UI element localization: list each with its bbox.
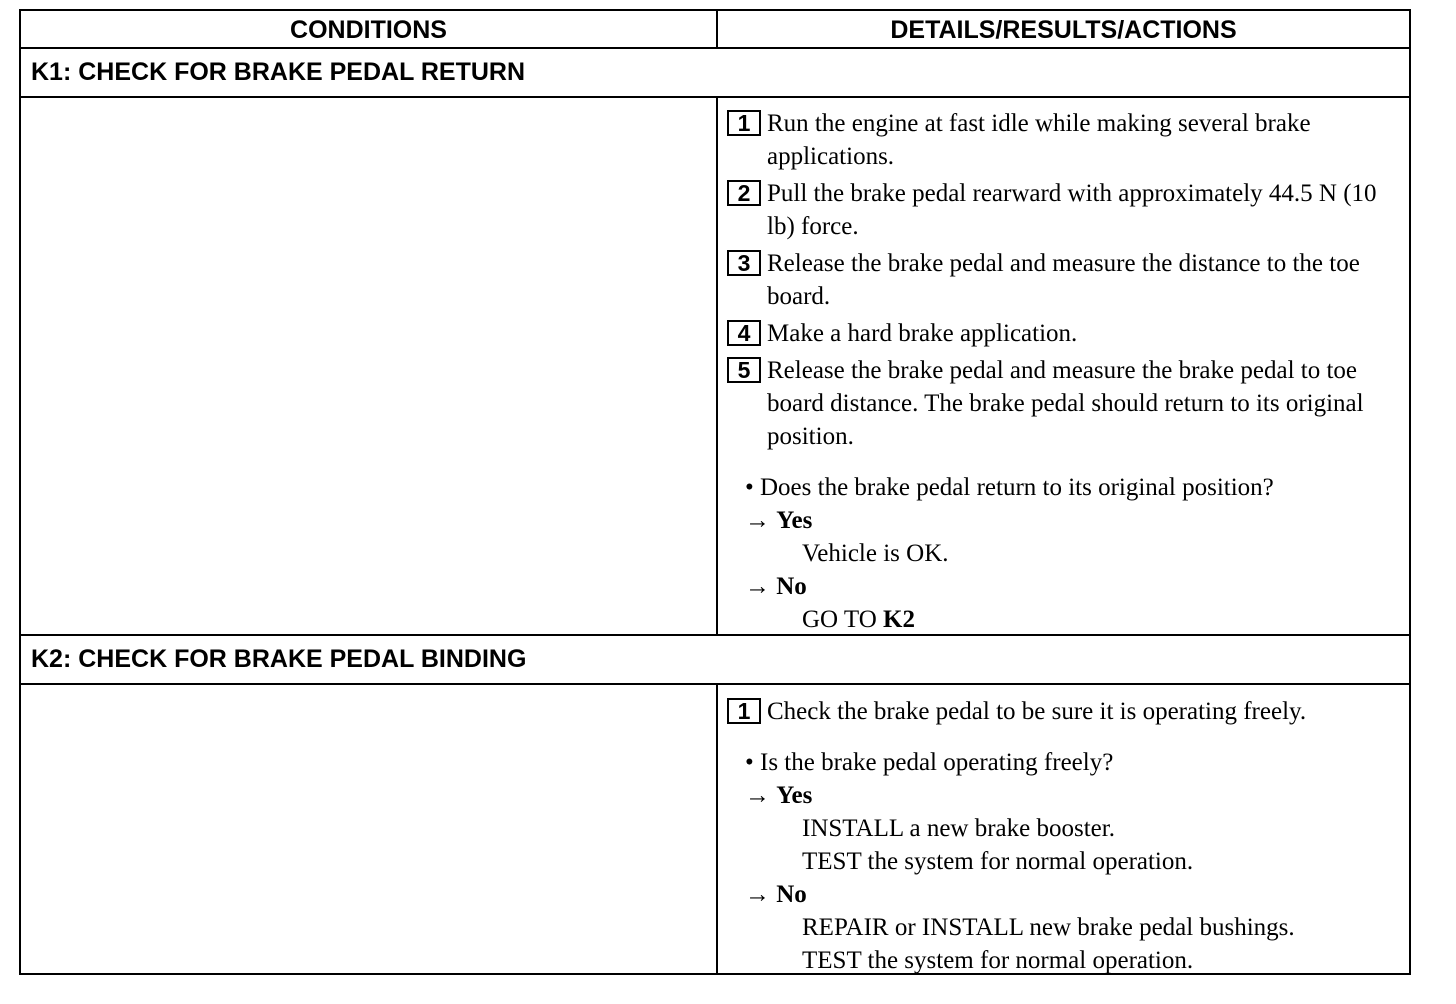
step-item bbox=[725, 247, 1409, 313]
column-divider bbox=[716, 685, 718, 973]
step-text: Pull the brake pedal rearward with approximately 44.5 N (10 lb) force. bbox=[767, 180, 1377, 240]
divider bbox=[21, 96, 1409, 98]
step-item bbox=[725, 354, 1409, 453]
no-label: No bbox=[776, 573, 807, 600]
no-result-line: TEST the system for normal operation. bbox=[802, 947, 1194, 974]
yes-result-line: INSTALL a new brake booster. bbox=[802, 815, 1115, 842]
step-item bbox=[725, 695, 1409, 728]
no-result bbox=[725, 603, 1409, 636]
step-item bbox=[725, 177, 1409, 243]
k1-details bbox=[725, 107, 1409, 636]
no-answer bbox=[725, 570, 1409, 603]
yes-label: Yes bbox=[776, 507, 813, 534]
question-text: • Does the brake pedal return to its original position? bbox=[745, 474, 1274, 501]
yes-result: Vehicle is OK. bbox=[802, 540, 949, 567]
yes-label: Yes bbox=[776, 782, 813, 809]
yes-answer bbox=[725, 779, 1409, 812]
k2-details bbox=[725, 695, 1409, 977]
goto-text: GO TO bbox=[802, 606, 877, 633]
section-title-k2: K2: CHECK FOR BRAKE PEDAL BINDING bbox=[31, 645, 527, 673]
question-text: • Is the brake pedal operating freely? bbox=[745, 749, 1114, 776]
arrow-icon: → bbox=[745, 782, 770, 809]
step-number: 3 bbox=[727, 250, 761, 276]
step-number: 1 bbox=[727, 698, 761, 724]
step-number: 5 bbox=[727, 357, 761, 383]
goto-target: K2 bbox=[883, 606, 915, 633]
yes-result-line: TEST the system for normal operation. bbox=[802, 848, 1194, 875]
arrow-icon: → bbox=[745, 573, 770, 600]
step-number: 4 bbox=[727, 320, 761, 346]
no-answer bbox=[725, 878, 1409, 911]
yes-answer bbox=[725, 504, 1409, 537]
no-label: No bbox=[776, 881, 807, 908]
arrow-icon: → bbox=[745, 507, 770, 534]
conditions-header: CONDITIONS bbox=[290, 16, 447, 44]
divider bbox=[21, 683, 1409, 685]
no-result-line: REPAIR or INSTALL new brake pedal bushings. bbox=[802, 914, 1295, 941]
step-text: Check the brake pedal to be sure it is operating freely. bbox=[767, 698, 1307, 725]
details-header: DETAILS/RESULTS/ACTIONS bbox=[890, 16, 1237, 44]
diagnostic-table bbox=[19, 9, 1411, 975]
step-text: Run the engine at fast idle while making several brake applications. bbox=[767, 110, 1311, 170]
arrow-icon: → bbox=[745, 881, 770, 908]
column-divider bbox=[716, 98, 718, 636]
step-number: 2 bbox=[727, 180, 761, 206]
step-number: 1 bbox=[727, 110, 761, 136]
step-text: Release the brake pedal and measure the distance to the toe board. bbox=[767, 250, 1360, 310]
section-title-k1: K1: CHECK FOR BRAKE PEDAL RETURN bbox=[31, 58, 526, 86]
step-text: Make a hard brake application. bbox=[767, 320, 1078, 347]
step-item bbox=[725, 317, 1409, 350]
column-divider bbox=[716, 11, 718, 49]
step-item bbox=[725, 107, 1409, 173]
step-text: Release the brake pedal and measure the brake pedal to toe board distance. The brake pedal should return to its original position. bbox=[767, 357, 1364, 450]
